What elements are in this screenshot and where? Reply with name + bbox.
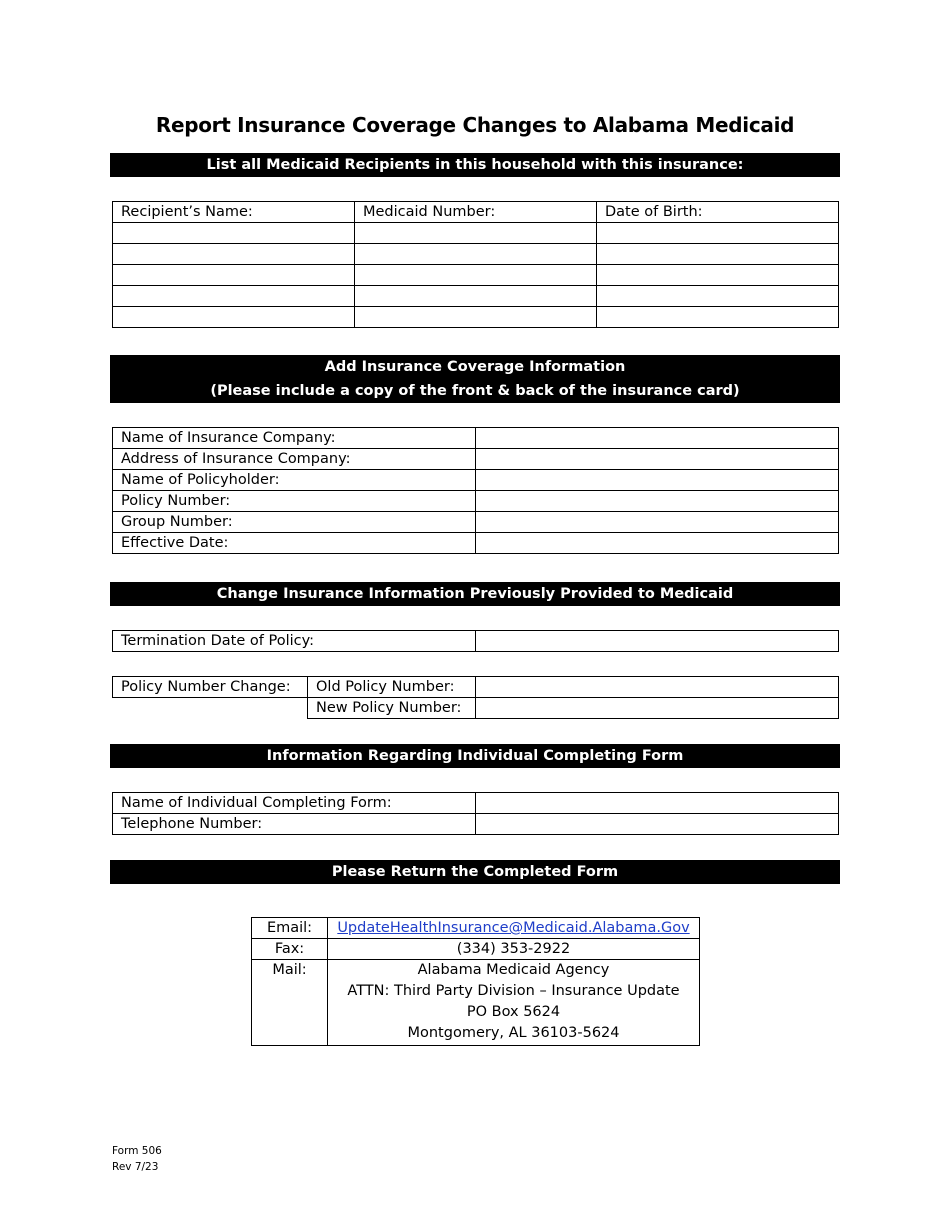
fax-label: Fax: — [252, 939, 328, 960]
policy-number-change-label: Policy Number Change: — [113, 677, 308, 698]
individual-section-header: Information Regarding Individual Completing Form — [110, 744, 840, 768]
individual-name-label: Name of Individual Completing Form: — [113, 793, 476, 814]
add-coverage-header-title: Add Insurance Coverage Information — [324, 359, 626, 375]
recipients-table — [112, 201, 839, 328]
form-footer — [112, 1143, 162, 1175]
medicaid-number-field[interactable] — [355, 307, 597, 328]
table-row — [113, 698, 839, 719]
table-row — [113, 223, 839, 244]
termination-table — [112, 630, 839, 652]
date-of-birth-field[interactable] — [597, 265, 839, 286]
medicaid-number-field[interactable] — [355, 244, 597, 265]
recipient-name-field[interactable] — [113, 244, 355, 265]
recipients-section-header: List all Medicaid Recipients in this household with this insurance: — [110, 153, 840, 177]
new-policy-number-field[interactable] — [476, 698, 839, 719]
table-row — [113, 449, 839, 470]
form-number: Form 506 — [112, 1145, 162, 1157]
table-row — [113, 677, 839, 698]
old-policy-number-label: Old Policy Number: — [308, 677, 476, 698]
policyholder-name-label: Name of Policyholder: — [113, 470, 476, 491]
table-row — [252, 939, 700, 960]
recipient-name-column-header: Recipient’s Name: — [113, 202, 355, 223]
date-of-birth-column-header: Date of Birth: — [597, 202, 839, 223]
new-policy-number-label: New Policy Number: — [308, 698, 476, 719]
telephone-number-label: Telephone Number: — [113, 814, 476, 835]
termination-date-label: Termination Date of Policy: — [113, 631, 476, 652]
mail-address-line: PO Box 5624 — [466, 1004, 561, 1020]
page-title: Report Insurance Coverage Changes to Alabama Medicaid — [155, 113, 795, 137]
change-info-section-header: Change Insurance Information Previously Provided to Medicaid — [110, 582, 840, 606]
insurance-company-address-field[interactable] — [476, 449, 839, 470]
recipients-header-row — [113, 202, 839, 223]
policy-number-label: Policy Number: — [113, 491, 476, 512]
blank-cell — [113, 698, 308, 719]
insurance-company-name-field[interactable] — [476, 428, 839, 449]
table-row — [252, 918, 700, 939]
coverage-info-table — [112, 427, 839, 554]
table-row — [113, 307, 839, 328]
form-revision: Rev 7/23 — [112, 1161, 159, 1173]
table-row — [113, 265, 839, 286]
insurance-company-name-label: Name of Insurance Company: — [113, 428, 476, 449]
table-row — [252, 960, 700, 1046]
effective-date-label: Effective Date: — [113, 533, 476, 554]
table-row — [113, 793, 839, 814]
table-row — [113, 533, 839, 554]
termination-date-field[interactable] — [476, 631, 839, 652]
add-coverage-section-header — [110, 355, 840, 403]
email-cell — [328, 918, 700, 939]
date-of-birth-field[interactable] — [597, 286, 839, 307]
group-number-label: Group Number: — [113, 512, 476, 533]
medicaid-number-field[interactable] — [355, 265, 597, 286]
mailing-address — [328, 960, 700, 1046]
date-of-birth-field[interactable] — [597, 307, 839, 328]
table-row — [113, 286, 839, 307]
email-label: Email: — [252, 918, 328, 939]
table-row — [113, 491, 839, 512]
telephone-number-field[interactable] — [476, 814, 839, 835]
table-row — [113, 428, 839, 449]
effective-date-field[interactable] — [476, 533, 839, 554]
fax-number: (334) 353-2922 — [328, 939, 700, 960]
mail-address-line: ATTN: Third Party Division – Insurance Update — [347, 983, 680, 999]
table-row — [113, 631, 839, 652]
table-row — [113, 470, 839, 491]
medicaid-number-field[interactable] — [355, 286, 597, 307]
return-contact-table — [251, 917, 700, 1046]
recipient-name-field[interactable] — [113, 265, 355, 286]
policy-number-change-table — [112, 676, 839, 719]
table-row — [113, 814, 839, 835]
date-of-birth-field[interactable] — [597, 244, 839, 265]
return-section-header: Please Return the Completed Form — [110, 860, 840, 884]
individual-info-table — [112, 792, 839, 835]
insurance-company-address-label: Address of Insurance Company: — [113, 449, 476, 470]
table-row — [113, 244, 839, 265]
individual-name-field[interactable] — [476, 793, 839, 814]
recipient-name-field[interactable] — [113, 223, 355, 244]
recipient-name-field[interactable] — [113, 286, 355, 307]
mail-label: Mail: — [252, 960, 328, 1046]
group-number-field[interactable] — [476, 512, 839, 533]
old-policy-number-field[interactable] — [476, 677, 839, 698]
email-link[interactable]: UpdateHealthInsurance@Medicaid.Alabama.Gov — [337, 920, 690, 936]
date-of-birth-field[interactable] — [597, 223, 839, 244]
table-row — [113, 512, 839, 533]
recipient-name-field[interactable] — [113, 307, 355, 328]
add-coverage-header-note: (Please include a copy of the front & back of the insurance card) — [210, 383, 740, 399]
mail-address-line: Montgomery, AL 36103-5624 — [407, 1025, 620, 1041]
policy-number-field[interactable] — [476, 491, 839, 512]
mail-address-line: Alabama Medicaid Agency — [417, 962, 610, 978]
medicaid-number-field[interactable] — [355, 223, 597, 244]
policyholder-name-field[interactable] — [476, 470, 839, 491]
medicaid-number-column-header: Medicaid Number: — [355, 202, 597, 223]
